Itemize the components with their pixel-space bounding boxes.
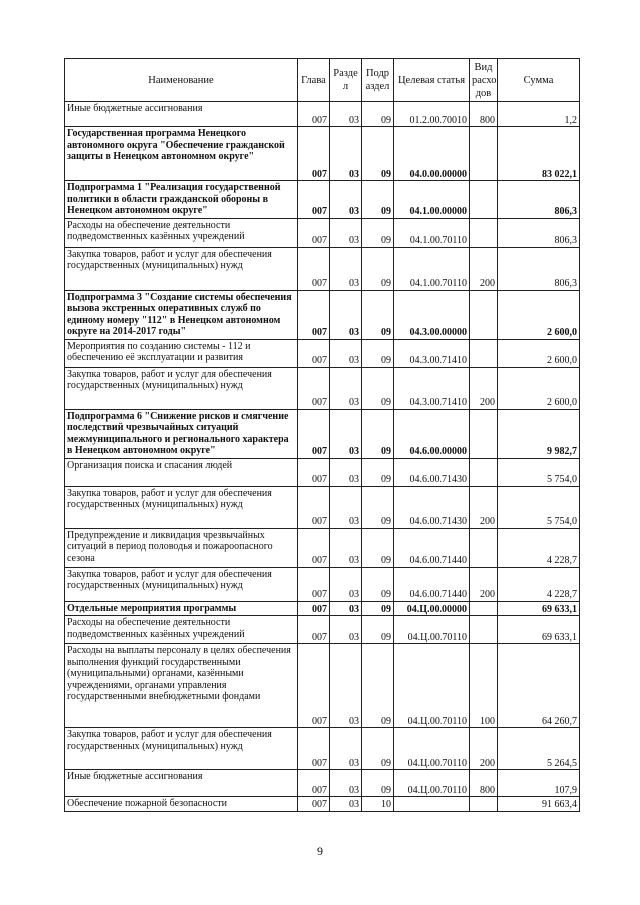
row-name: Расходы на обеспечение деятельности подведомственных казённых учреждений [65,218,298,247]
row-razdel: 03 [330,409,362,458]
row-glava: 007 [298,567,330,601]
row-vid: 800 [470,102,498,127]
row-celevaya: 04.1.00.70110 [394,247,470,290]
row-name: Подпрограмма 1 "Реализация государственной политики в области гражданской обороны в Ненецком автономном округе" [65,181,298,219]
row-celevaya [394,797,470,812]
row-name: Закупка товаров, работ и услуг для обеспечения государственных (муниципальных) нужд [65,367,298,409]
table-row [65,339,580,367]
row-name: Обеспечение пожарной безопасности [65,797,298,812]
row-glava: 007 [298,247,330,290]
row-name: Закупка товаров, работ и услуг для обеспечения государственных (муниципальных) нужд [65,567,298,601]
row-vid [470,409,498,458]
table-row [65,102,580,127]
table-row [65,567,580,601]
row-name: Государственная программа Ненецкого автономного округа "Обеспечение гражданской защиты в Ненецком автономном округе" [65,127,298,181]
row-razdel: 03 [330,797,362,812]
table-row [65,601,580,616]
row-name: Подпрограмма 3 "Создание системы обеспечения вызова экстренных оперативных служб по единому номеру "112" в Ненецком автономном округе на 2014-2017 годы" [65,290,298,339]
row-celevaya: 04.1.00.70110 [394,218,470,247]
row-vid: 100 [470,644,498,728]
row-razdel: 03 [330,367,362,409]
row-celevaya: 04.6.00.71440 [394,567,470,601]
row-name: Предупреждение и ликвидация чрезвычайных ситуаций в период половодья и пожароопасного сезона [65,528,298,567]
header-glava: Глава [298,59,330,102]
row-name: Закупка товаров, работ и услуг для обеспечения государственных (муниципальных) нужд [65,486,298,528]
row-podrazdel: 09 [362,458,394,486]
row-name: Отдельные мероприятия программы [65,601,298,616]
row-celevaya: 04.0.00.00000 [394,127,470,181]
row-glava: 007 [298,797,330,812]
header-row [65,59,580,102]
row-vid [470,290,498,339]
row-vid [470,181,498,219]
table-row [65,127,580,181]
row-glava: 007 [298,770,330,797]
row-razdel: 03 [330,290,362,339]
row-name: Мероприятия по созданию системы - 112 и обеспечению её эксплуатации и развития [65,339,298,367]
row-summa: 4 228,7 [498,567,580,601]
row-summa: 9 982,7 [498,409,580,458]
row-celevaya: 04.6.00.71430 [394,458,470,486]
row-celevaya: 04.6.00.00000 [394,409,470,458]
row-vid [470,218,498,247]
row-celevaya: 04.3.00.71410 [394,367,470,409]
row-podrazdel: 09 [362,770,394,797]
row-glava: 007 [298,102,330,127]
header-vid: Вид расхо дов [470,59,498,102]
row-summa: 806,3 [498,247,580,290]
row-vid [470,616,498,644]
table-row [65,770,580,797]
row-summa: 83 022,1 [498,127,580,181]
row-name: Иные бюджетные ассигнования [65,770,298,797]
row-celevaya: 04.Ц.00.70110 [394,616,470,644]
row-vid [470,127,498,181]
row-razdel: 03 [330,127,362,181]
row-vid: 200 [470,247,498,290]
row-celevaya: 04.Ц.00.70110 [394,770,470,797]
row-summa: 2 600,0 [498,339,580,367]
row-summa: 69 633,1 [498,616,580,644]
row-razdel: 03 [330,486,362,528]
row-podrazdel: 09 [362,644,394,728]
row-podrazdel: 09 [362,486,394,528]
row-podrazdel: 10 [362,797,394,812]
row-celevaya: 04.1.00.00000 [394,181,470,219]
row-podrazdel: 09 [362,218,394,247]
row-celevaya: 04.3.00.71410 [394,339,470,367]
row-podrazdel: 09 [362,528,394,567]
row-glava: 007 [298,601,330,616]
row-glava: 007 [298,458,330,486]
row-glava: 007 [298,728,330,770]
table-row [65,247,580,290]
row-razdel: 03 [330,247,362,290]
row-podrazdel: 09 [362,181,394,219]
row-glava: 007 [298,127,330,181]
row-razdel: 03 [330,458,362,486]
row-summa: 5 264,5 [498,728,580,770]
row-glava: 007 [298,409,330,458]
row-name: Закупка товаров, работ и услуг для обеспечения государственных (муниципальных) нужд [65,247,298,290]
row-vid [470,458,498,486]
row-celevaya: 04.Ц.00.70110 [394,728,470,770]
row-glava: 007 [298,486,330,528]
table-row [65,290,580,339]
row-celevaya: 04.6.00.71430 [394,486,470,528]
row-summa: 5 754,0 [498,486,580,528]
header-celevaya: Целевая статья [394,59,470,102]
row-vid: 200 [470,567,498,601]
row-podrazdel: 09 [362,290,394,339]
row-name: Иные бюджетные ассигнования [65,102,298,127]
row-razdel: 03 [330,770,362,797]
row-glava: 007 [298,616,330,644]
table-row [65,458,580,486]
row-vid: 200 [470,728,498,770]
row-podrazdel: 09 [362,616,394,644]
row-podrazdel: 09 [362,102,394,127]
row-glava: 007 [298,644,330,728]
row-vid [470,339,498,367]
table-row [65,797,580,812]
row-name: Подпрограмма 6 "Снижение рисков и смягчение последствий чрезвычайных ситуаций межмуниципального и регионального характера в Ненецком автономном округе" [65,409,298,458]
table-body [65,102,580,812]
row-name: Закупка товаров, работ и услуг для обеспечения государственных (муниципальных) нужд [65,728,298,770]
row-vid [470,601,498,616]
table-row [65,409,580,458]
table-row [65,528,580,567]
row-summa: 1,2 [498,102,580,127]
header-razdel: Разде л [330,59,362,102]
row-celevaya: 04.Ц.00.00000 [394,601,470,616]
row-summa: 2 600,0 [498,367,580,409]
row-vid [470,797,498,812]
row-razdel: 03 [330,339,362,367]
row-glava: 007 [298,290,330,339]
row-summa: 5 754,0 [498,458,580,486]
row-razdel: 03 [330,102,362,127]
row-podrazdel: 09 [362,601,394,616]
row-celevaya: 04.3.00.00000 [394,290,470,339]
row-razdel: 03 [330,218,362,247]
row-razdel: 03 [330,528,362,567]
header-name: Наименование [65,59,298,102]
row-vid [470,528,498,567]
table-row [65,367,580,409]
row-podrazdel: 09 [362,339,394,367]
row-summa: 91 663,4 [498,797,580,812]
row-razdel: 03 [330,728,362,770]
table-row [65,486,580,528]
row-name: Организация поиска и спасания людей [65,458,298,486]
row-podrazdel: 09 [362,728,394,770]
row-celevaya: 04.Ц.00.70110 [394,644,470,728]
row-summa: 64 260,7 [498,644,580,728]
header-podrazdel: Подр аздел [362,59,394,102]
row-glava: 007 [298,367,330,409]
row-summa: 806,3 [498,218,580,247]
row-summa: 2 600,0 [498,290,580,339]
table-row [65,728,580,770]
page-number: 9 [317,844,323,858]
table-row [65,644,580,728]
table-row [65,616,580,644]
row-razdel: 03 [330,601,362,616]
row-podrazdel: 09 [362,247,394,290]
row-name: Расходы на выплаты персоналу в целях обеспечения выполнения функций государственными (муниципальными) органами, казёнными учреждениями, органами управления государственными внебюджетными фондами [65,644,298,728]
row-razdel: 03 [330,616,362,644]
row-glava: 007 [298,528,330,567]
budget-table [64,58,580,812]
row-razdel: 03 [330,181,362,219]
header-summa: Сумма [498,59,580,102]
table-row [65,218,580,247]
row-glava: 007 [298,218,330,247]
row-celevaya: 04.6.00.71440 [394,528,470,567]
row-podrazdel: 09 [362,127,394,181]
table-row [65,181,580,219]
row-razdel: 03 [330,567,362,601]
row-podrazdel: 09 [362,409,394,458]
row-podrazdel: 09 [362,567,394,601]
row-summa: 4 228,7 [498,528,580,567]
row-glava: 007 [298,339,330,367]
row-celevaya: 01.2.00.70010 [394,102,470,127]
row-summa: 69 633,1 [498,601,580,616]
row-vid: 200 [470,486,498,528]
row-summa: 806,3 [498,181,580,219]
row-name: Расходы на обеспечение деятельности подведомственных казённых учреждений [65,616,298,644]
row-podrazdel: 09 [362,367,394,409]
row-summa: 107,9 [498,770,580,797]
row-vid: 800 [470,770,498,797]
row-glava: 007 [298,181,330,219]
row-vid: 200 [470,367,498,409]
row-razdel: 03 [330,644,362,728]
